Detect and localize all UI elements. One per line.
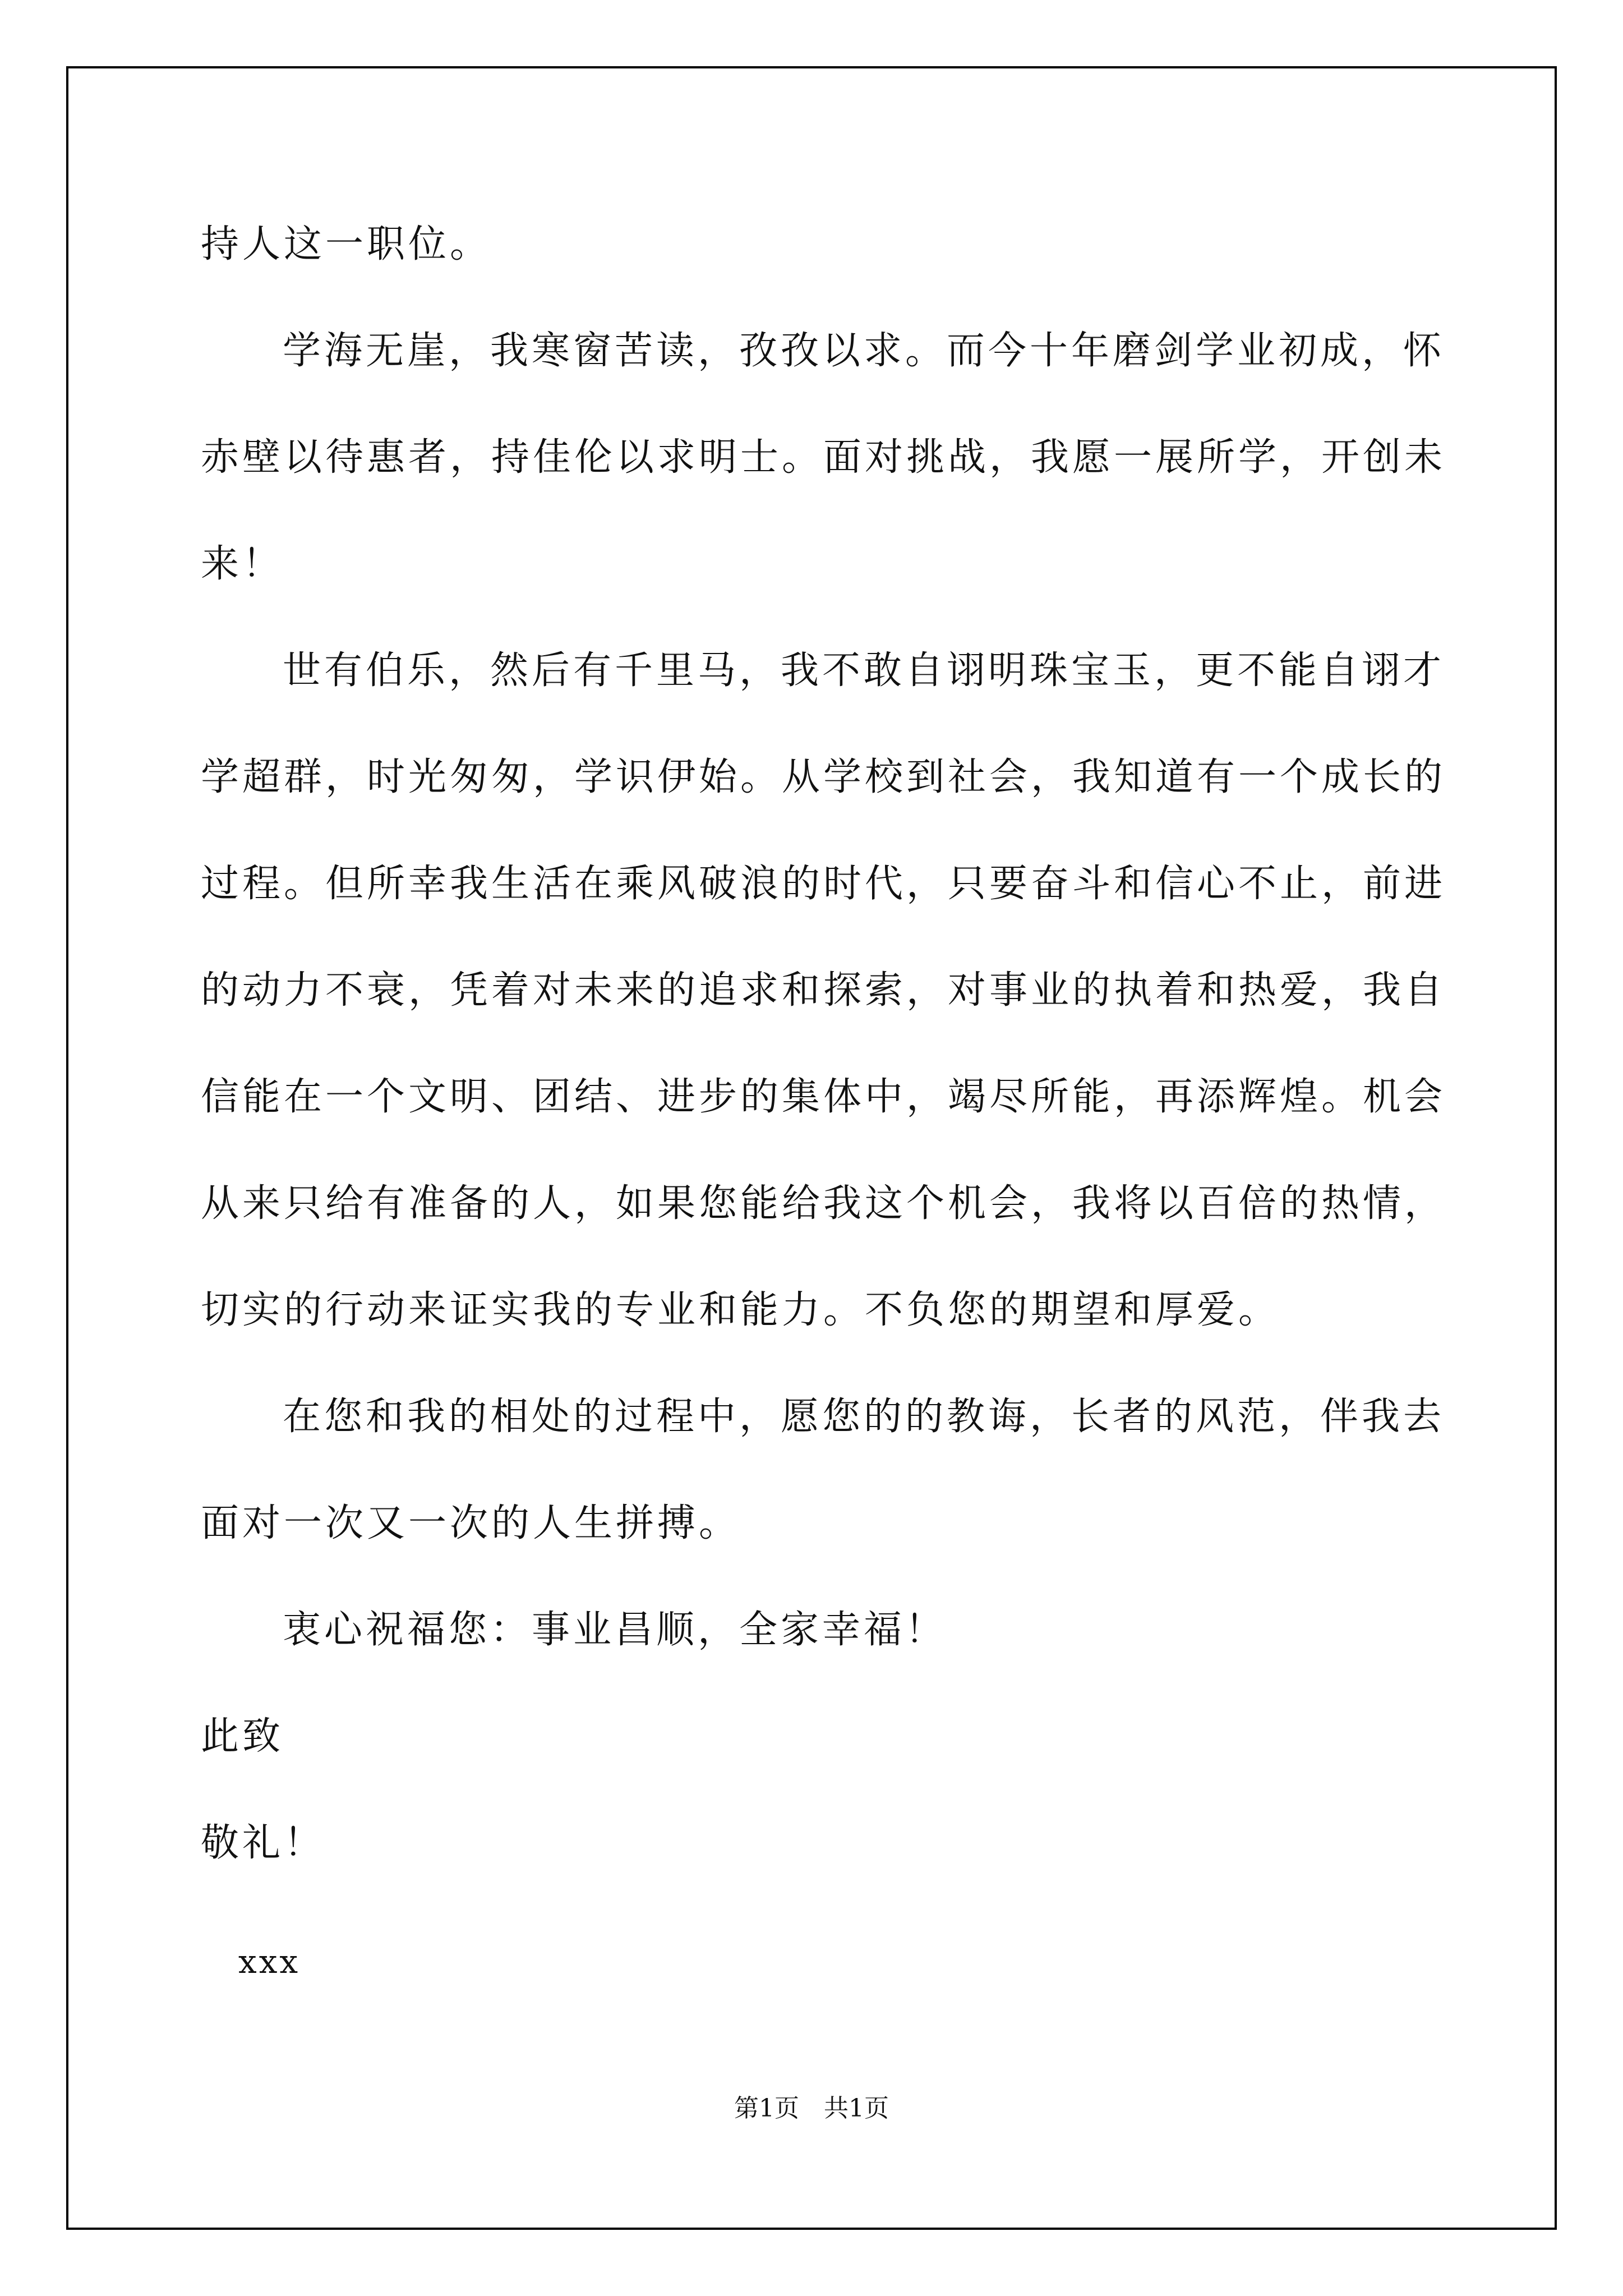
text-line: 的动力不衰，凭着对未来的追求和探索，对事业的执着和热爱，我自 (201, 968, 1446, 1013)
text-line: 信能在一个文明、团结、进步的集体中，竭尽所能，再添辉煌。机会 (201, 1075, 1446, 1119)
text-line: 在您和我的相处的过程中，愿您的的教诲，长者的风范，伴我去 (283, 1395, 1445, 1439)
letter-body (201, 222, 1446, 1927)
text-line: 来！ (201, 542, 284, 586)
text-line: 赤壁以待惠者，持佳伦以求明士。面对挑战，我愿一展所学，开创未 (201, 435, 1446, 480)
text-line: 世有伯乐，然后有千里马，我不敢自诩明珠宝玉，更不能自诩才 (283, 648, 1445, 693)
text-line: 学海无崖，我寒窗苦读，孜孜以求。而今十年磨剑学业初成，怀 (283, 329, 1445, 373)
text-line: 切实的行动来证实我的专业和能力。不负您的期望和厚爱。 (201, 1288, 1280, 1332)
text-line: 面对一次又一次的人生拼搏。 (201, 1501, 741, 1545)
text-line: 过程。但所幸我生活在乘风破浪的时代，只要奋斗和信心不止，前进 (201, 862, 1446, 906)
text-line: 持人这一职位。 (201, 222, 492, 266)
text-line: 学超群，时光匆匆，学识伊始。从学校到社会，我知道有一个成长的 (201, 755, 1446, 799)
text-line: 敬礼！ (201, 1821, 326, 1865)
page-number-footer: 第1页 共1页 (734, 2094, 889, 2123)
text-line: 衷心祝福您：事业昌顺，全家幸福！ (283, 1608, 947, 1652)
text-line: 此致 (201, 1714, 284, 1759)
signature: xxx (238, 1943, 301, 1981)
text-line: 从来只给有准备的人，如果您能给我这个机会，我将以百倍的热情， (201, 1181, 1446, 1226)
